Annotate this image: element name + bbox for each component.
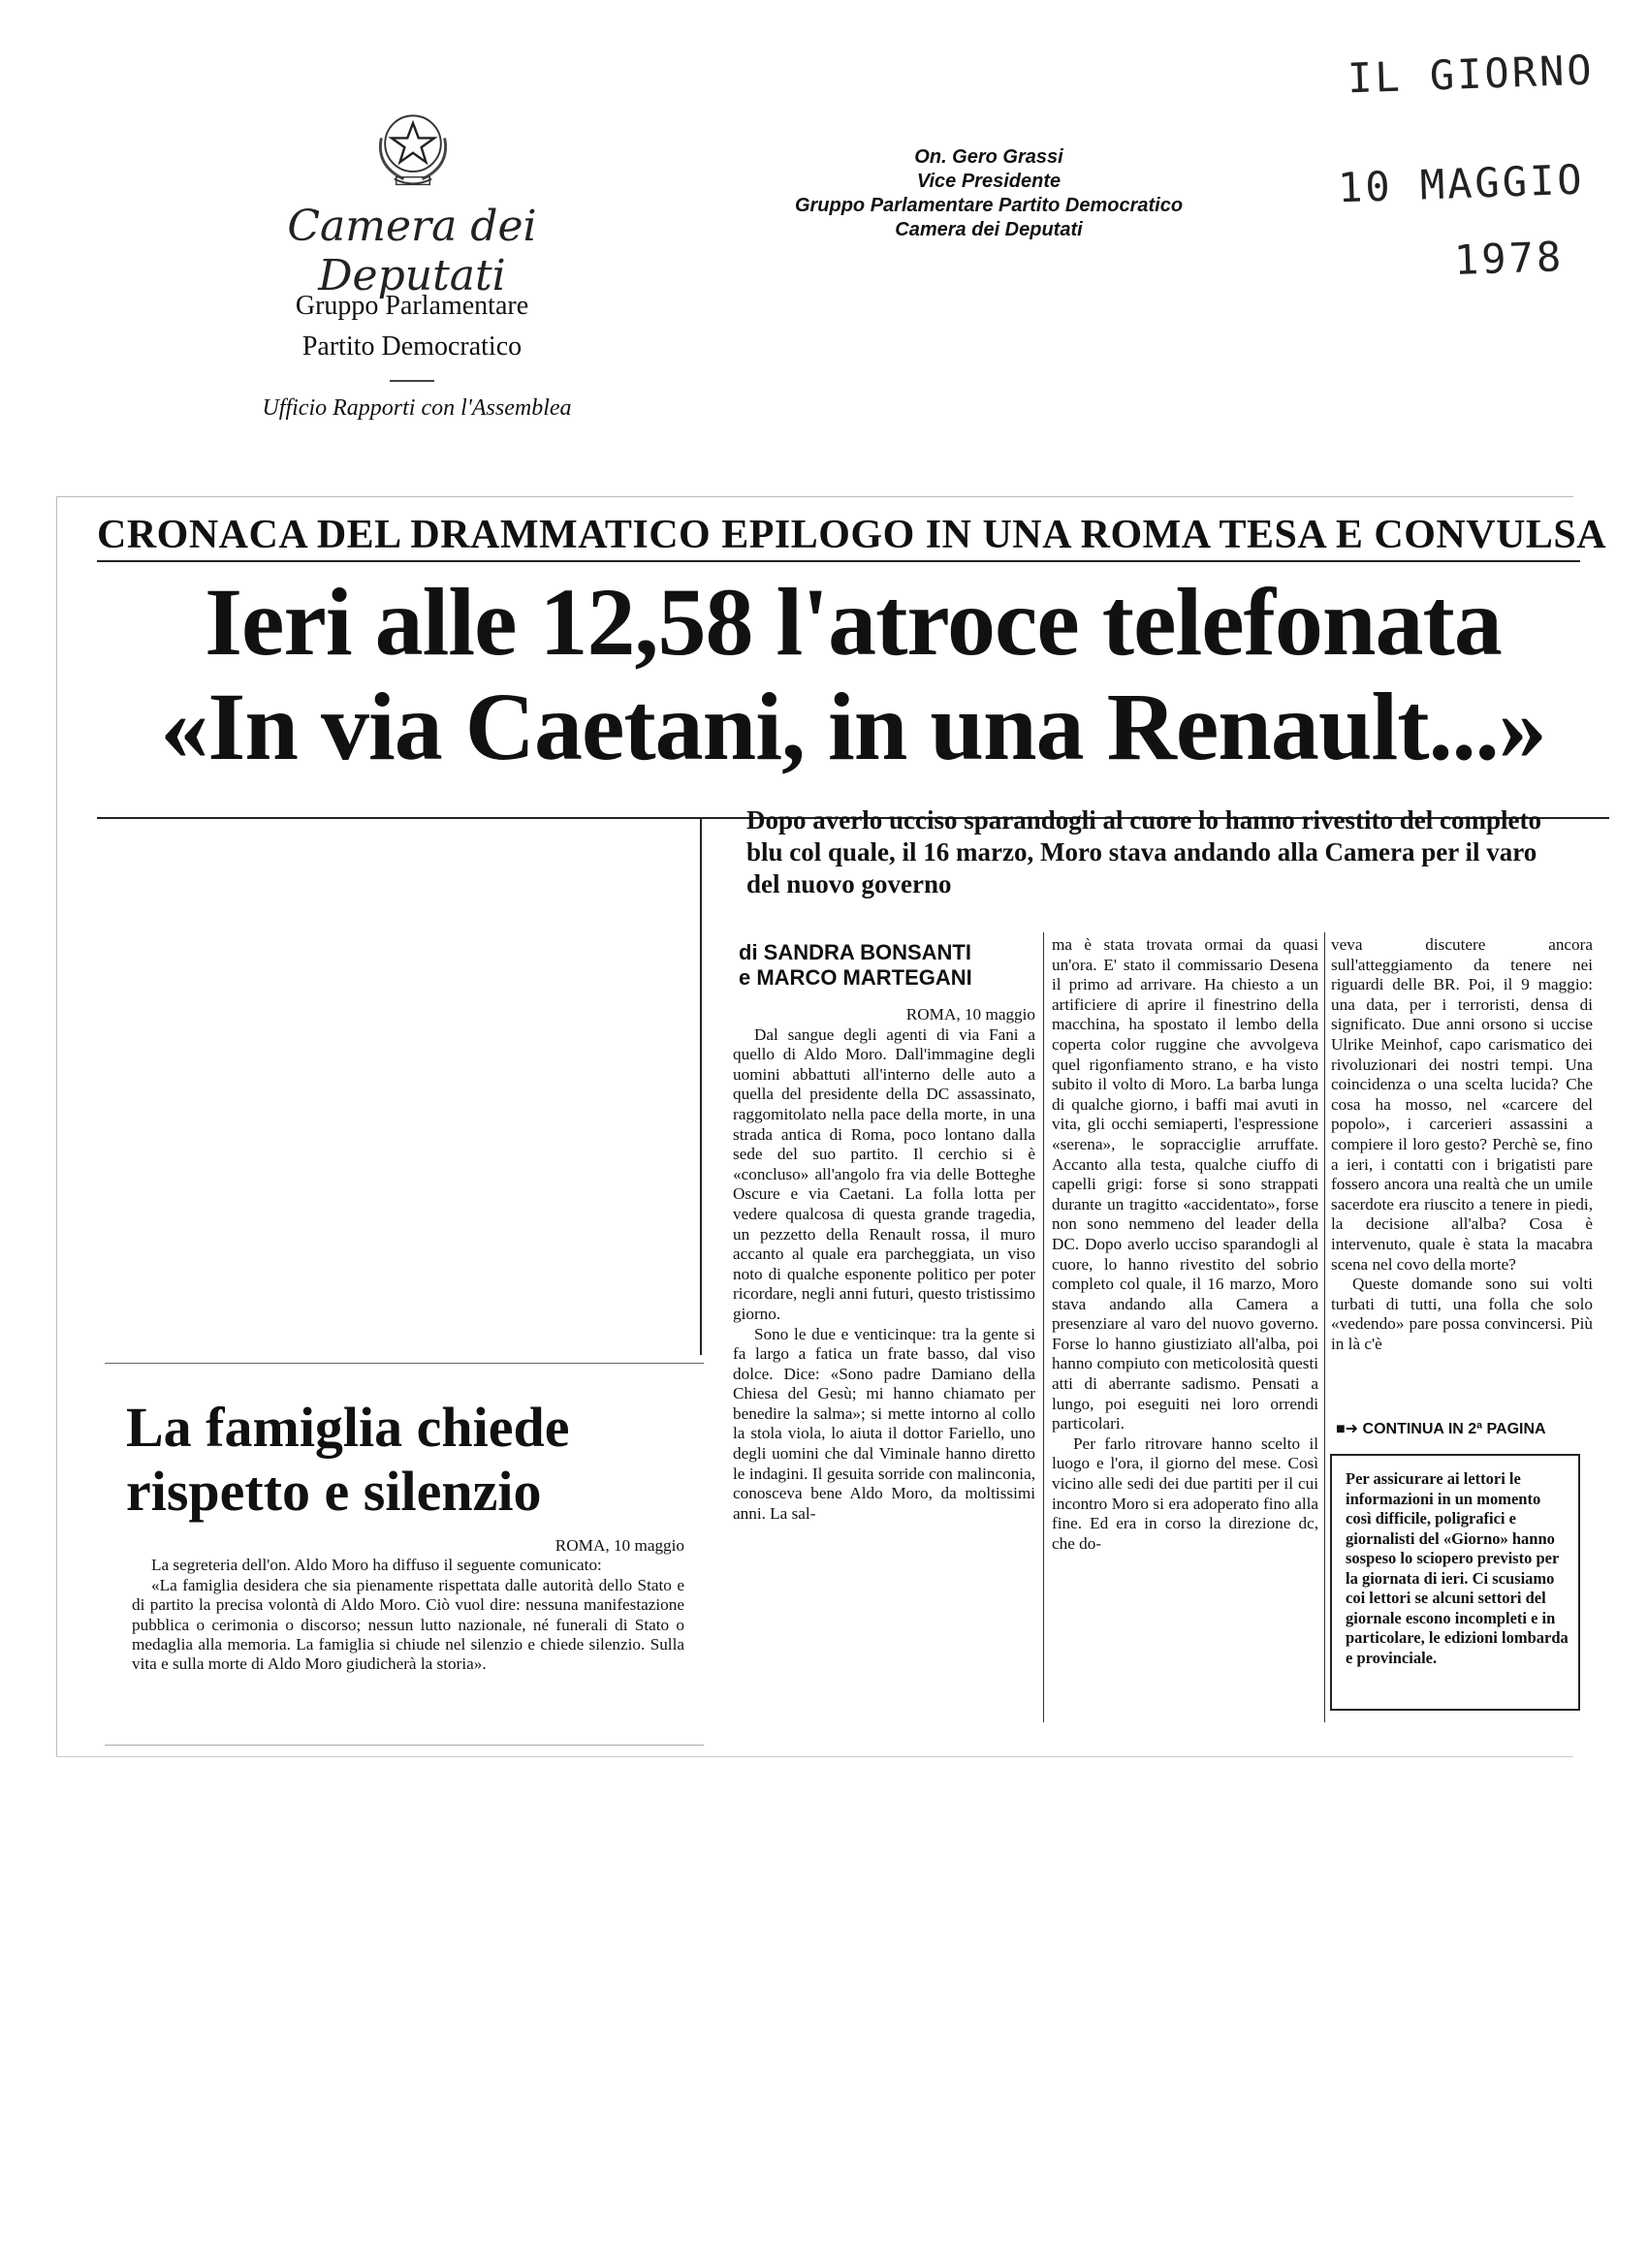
clipping-edge-bottom	[56, 1756, 1573, 1757]
article-headline	[97, 570, 1609, 779]
continued-notice	[1336, 1419, 1598, 1438]
office-name: Ufficio Rapporti con l'Assemblea	[262, 395, 572, 421]
family-headline-line-1: La famiglia chiede	[126, 1396, 570, 1459]
arrow-right-icon: ■➜	[1336, 1421, 1359, 1437]
group-line-2: Partito Democratico	[301, 331, 523, 362]
family-article-body	[132, 1536, 684, 1675]
byline-line-2: e MARCO MARTEGANI	[739, 965, 972, 990]
article-column-2	[1052, 935, 1318, 1554]
family-headline-line-2: rispetto e silenzio	[126, 1460, 542, 1523]
italian-republic-emblem-icon	[366, 101, 460, 194]
article-byline	[739, 940, 1035, 991]
divider	[390, 380, 434, 382]
column-3-paragraph-2: Queste domande sono sui volti turbati di tutti, una folla che solo «vedendo» pare possa convincersi. Più in là c'è	[1331, 1275, 1593, 1353]
family-box-rule-bottom	[105, 1745, 704, 1746]
handwritten-newspaper: IL GIORNO	[1347, 46, 1596, 103]
clipping-edge-top	[56, 496, 1573, 497]
sender-chamber: Camera dei Deputati	[895, 219, 1083, 240]
group-line-1: Gruppo Parlamentare	[295, 291, 529, 321]
column-separator	[1324, 932, 1325, 1722]
clipping-edge-left	[56, 496, 57, 1756]
sender-block	[766, 145, 1212, 242]
article-kicker: CRONACA DEL DRAMMATICO EPILOGO IN UNA ROMA TESA E CONVULSA	[97, 513, 1607, 557]
sender-role: Vice Presidente	[916, 171, 1062, 192]
headline-line-1: Ieri alle 12,58 l'atroce telefonata	[205, 568, 1502, 676]
column-2-paragraph-1: ma è stata trovata ormai da quasi un'ora. E' stato il commissario Desena il primo ad arrivare. Ha chiesto a un artificiere di aprire il finestrino della macchina, ha spostato il lembo della coperta color ruggine che avvolgeva quel rigonfiamento strano, e ha visto subito il volto di Moro. La barba lunga di qualche giorno, i baffi mai avuti in vita, gli occhi semiaperti, l'espressione «serena», le sopracciglie arruffate. Accanto alla testa, qualche ciuffo di capelli grigi: forse si sono strappati durante un tragitto «accidentato», forse non sono nemmeno del leader della DC. Dopo averlo ucciso sparandogli al cuore, lo hanno rivestito del sobrio completo col quale, il 16 marzo, Moro stava andando alla Camera a presenziare al varo del nuovo governo. Forse lo hanno giustiziato all'alba, poi hanno compiuto con meticolosità questi atti di aberrante sadismo. Pensati a lungo, poi eseguiti nei loro orrendi particolari.	[1052, 935, 1318, 1433]
family-headline	[126, 1396, 708, 1524]
institution-name: Camera dei Deputati	[287, 202, 537, 300]
article-column-1	[733, 1005, 1035, 1524]
family-box-rule-top	[105, 1363, 704, 1364]
kicker-rule	[97, 560, 1580, 562]
family-dateline: ROMA, 10 maggio	[555, 1536, 684, 1555]
article-column-3	[1331, 935, 1593, 1354]
sender-group: Gruppo Parlamentare Partito Democratico	[794, 195, 1184, 216]
column-2-paragraph-2: Per farlo ritrovare hanno scelto il luogo e l'ora, il giorno del mese. Così vicino alle sedi dei due partiti per il cui incontro Moro si era adoperato fino alla fine. Ed era in corso la direzione dc, che do-	[1052, 1433, 1318, 1553]
family-paragraph-1: La segreteria dell'on. Aldo Moro ha diffuso il seguente comunicato:	[151, 1556, 602, 1575]
byline-line-1: di SANDRA BONSANTI	[739, 940, 971, 964]
continued-label: CONTINUA IN 2ª PAGINA	[1362, 1421, 1546, 1437]
group-name	[194, 286, 630, 367]
sender-name: On. Gero Grassi	[914, 146, 1063, 168]
strike-notice-text: Per assicurare ai lettori le informazioni in un momento così difficile, poligrafici e giornalisti del «Giorno» hanno sospeso lo sciopero previsto per la giornata di ieri. Ci scusiamo coi lettori se alcuni settori del giornale escono incompleti e in particolare, le edizioni lombarda e provinciale.	[1346, 1469, 1569, 1667]
column-separator	[1043, 932, 1044, 1722]
column-3-paragraph-1: veva discutere ancora sull'atteggiamento da tenere nei riguardi delle BR. Poi, il 9 maggio: una data, per i terroristi, densa di significato. Due anni orsono si uccise Ulrike Meinhof, capo carismatico dei rivoluzionari dei nostri tempi. Una coincidenza o una scelta lucida? Che cosa ha mosso, nel «carcere del popolo», i carcerieri assassini a compiere il loro gesto? Perchè se, fino a ieri, i contatti con i brigatisti pare fossero ancora una realtà che un umile sacerdote era riuscito a tenere in piedi, la decisione all'alba? Cosa è intervenuto, quale è stata la macabra scena nel covo della morte?	[1331, 935, 1593, 1274]
family-paragraph-2: «La famiglia desidera che sia pienamente rispettata dalle autorità dello Stato e di partito la precisa volontà di Aldo Moro. Ciò vuol dire: nessuna manifestazione pubblica o cerimonia o discorso; nessun lutto nazionale, né funerali di Stato o medaglia alla memoria. La famiglia si chiude nel silenzio e chiede silenzio. Sulla vita e sulla morte di Aldo Moro giudicherà la storia».	[132, 1575, 684, 1674]
column-1-paragraph-2: Sono le due e venticinque: tra la gente si fa largo a fatica un frate basso, dal viso dolce. Dice: «Sono padre Damiano della Chiesa del Gesù; mi hanno chiamato per benedire la salma»; si mette intorno al collo la stola viola, lo aiuta il dottor Fariello, uno degli uomini che dal Viminale hanno diretto le indagini. Il gesuita sorride con malinconia, conosceva bene Aldo Moro, da moltissimi anni. La sal-	[733, 1324, 1035, 1523]
article-subhead: Dopo averlo ucciso sparandogli al cuore lo hanno rivestito del completo blu col quale, il 16 marzo, Moro stava andando alla Camera per il varo del nuovo governo	[746, 805, 1541, 898]
article-dateline: ROMA, 10 maggio	[905, 1005, 1035, 1024]
article-left-rule	[700, 817, 702, 1355]
column-1-paragraph-1: Dal sangue degli agenti di via Fani a quello di Aldo Moro. Dall'immagine degli uomini abbattuti all'interno delle auto a quella del presidente della DC assassinato, raggomitolato nella pace della morte, in una strada antica di Roma, poco lontano dalla sede del suo partito. Il cerchio si è «concluso» all'angolo fra via delle Botteghe Oscure e via Caetani. La folla lotta per vedere qualcosa di questa grande tragedia, un pezzetto della Renault rossa, il muro accanto al quale era parcheggiata, un viso noto di qualche esponente politico per poter ricordare, negli anni futuri, questo tristissimo giorno.	[733, 1024, 1035, 1323]
strike-notice-box	[1330, 1454, 1580, 1711]
handwritten-year: 1978	[1453, 233, 1565, 284]
headline-line-2: «In via Caetani, in una Renault...»	[160, 673, 1546, 780]
handwritten-date: 10 MAGGIO	[1337, 155, 1586, 212]
